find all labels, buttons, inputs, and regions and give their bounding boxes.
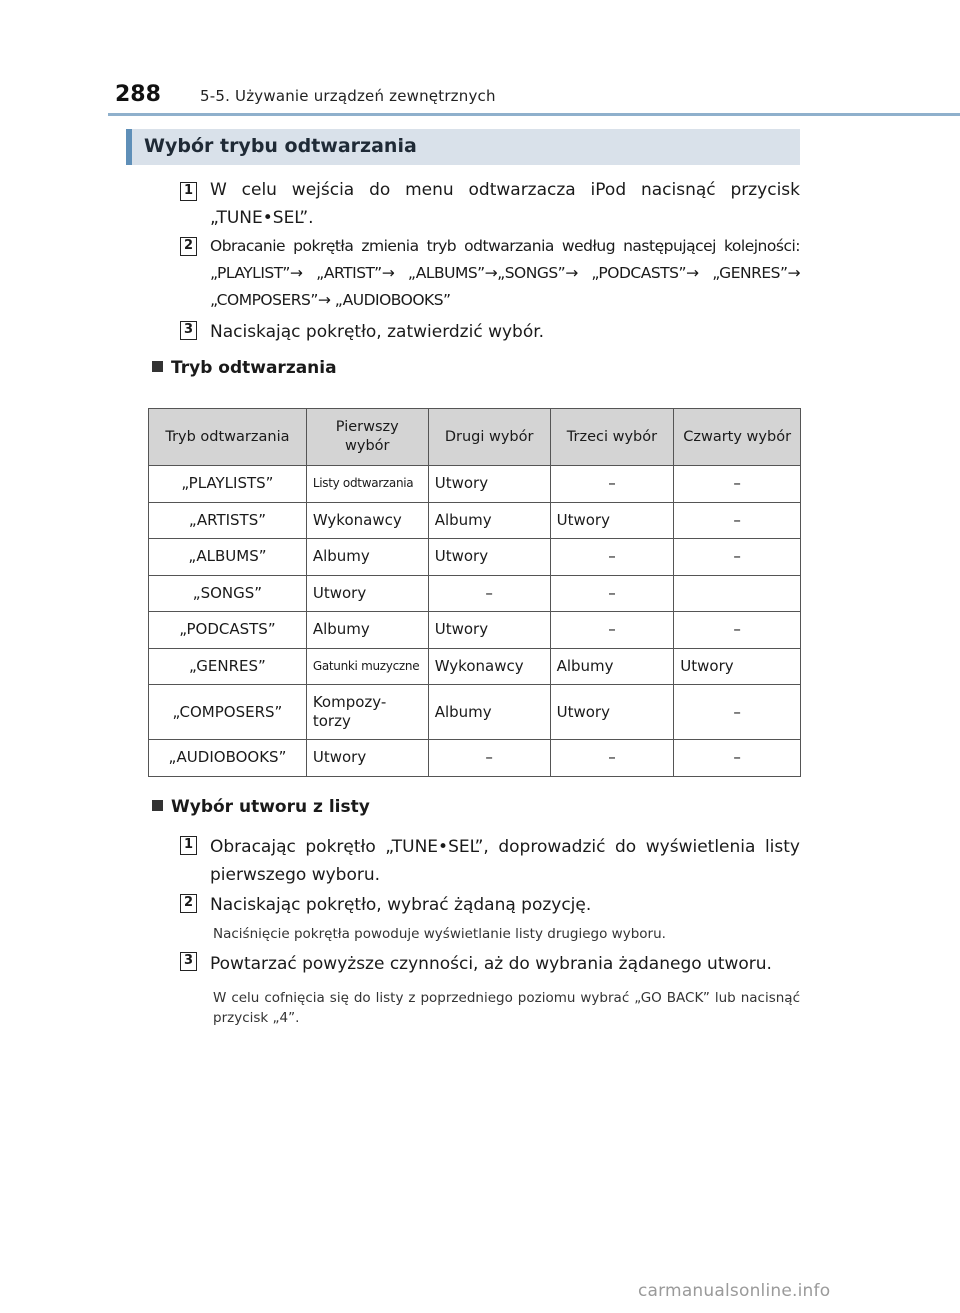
table-cell: – [674,466,801,503]
step-text: W celu wejścia do menu odtwarzacza iPod nacisnąć przycisk „TUNE•SEL”. [210,180,800,228]
table-cell: – [550,740,674,777]
table-cell: „ALBUMS” [149,539,307,576]
table-cell: – [674,685,801,740]
table-cell: Utwory [428,612,550,649]
table-cell: „GENRES” [149,648,307,685]
table-cell: Albumy [428,685,550,740]
table-cell: Albumy [550,648,674,685]
table-cell: Listy odtwarzania [306,466,428,503]
playback-mode-table [148,408,801,777]
subsection-title: Tryb odtwarzania [171,358,337,378]
section-title: Wybór trybu odtwarzania [144,135,417,157]
table-cell: „SONGS” [149,575,307,612]
table-cell: „COMPOSERS” [149,685,307,740]
step-number: 2 [180,894,197,913]
table-cell: – [550,575,674,612]
table-cell: Utwory [428,539,550,576]
table-row [149,466,801,503]
table-cell: – [550,612,674,649]
table-cell: Utwory [306,740,428,777]
table-cell: – [550,539,674,576]
step-number: 1 [180,182,197,201]
table-cell: „PODCASTS” [149,612,307,649]
table-cell: – [674,612,801,649]
page-number: 288 [115,82,161,107]
column-header: Trzeci wybór [550,409,674,466]
section-heading [126,129,800,165]
table-cell: Gatunki muzyczne [306,648,428,685]
table-cell: Utwory [306,575,428,612]
step-text: Naciskając pokrętło, zatwierdzić wybór. [210,322,545,342]
column-header: Pierwszy wybór [306,409,428,466]
chapter-title: 5-5. Używanie urządzeń zewnętrznych [200,87,496,105]
header-divider [108,113,960,116]
table-row [149,612,801,649]
table-row [149,740,801,777]
table-cell: Kompozy-torzy [306,685,428,740]
table-row [149,539,801,576]
table-cell: Albumy [428,502,550,539]
table-cell: Wykonawcy [306,502,428,539]
watermark: carmanualsonline.info [638,1281,831,1301]
subsection-title: Wybór utworu z listy [171,797,370,817]
page-header [0,78,960,116]
table-cell: – [428,575,550,612]
table-row [149,685,801,740]
table-cell: Utwory [550,685,674,740]
table-cell: „AUDIOBOOKS” [149,740,307,777]
column-header: Tryb odtwarzania [149,409,307,466]
section-accent [126,129,132,165]
table-cell: „PLAYLISTS” [149,466,307,503]
subsection-heading [152,797,370,817]
table-cell: – [674,502,801,539]
table-cell: – [674,539,801,576]
table-cell: Utwory [550,502,674,539]
step-number: 3 [180,321,197,340]
table-header-row [149,409,801,466]
table-cell: – [674,740,801,777]
step-note: W celu cofnięcia się do listy z poprzedniego poziomu wybrać „GO BACK” lub nacisnąć przycisk „4”. [213,990,800,1026]
step-number: 3 [180,952,197,971]
subsection-heading [152,358,337,378]
step-text: Obracanie pokrętła zmienia tryb odtwarzania według następującej kolejności: „PLAYLIST”→ „ARTIST”→ „ALBUMS”→„SONGS”→ „PODCASTS”→ „GENRES”→ „COMPOSERS”→ „AUDIOBOOKS” [210,237,800,309]
table-cell: Albumy [306,612,428,649]
square-bullet-icon [152,361,163,372]
step-text: Naciskając pokrętło, wybrać żądaną pozycję. [210,895,592,915]
table-cell: Wykonawcy [428,648,550,685]
table-cell: – [550,466,674,503]
table-cell: „ARTISTS” [149,502,307,539]
table-cell: Utwory [428,466,550,503]
table-row [149,502,801,539]
square-bullet-icon [152,800,163,811]
step-note: Naciśnięcie pokrętła powoduje wyświetlanie listy drugiego wyboru. [213,926,666,942]
column-header: Drugi wybór [428,409,550,466]
table-cell: – [428,740,550,777]
step-number: 1 [180,836,197,855]
column-header: Czwarty wybór [674,409,801,466]
step-text: Powtarzać powyższe czynności, aż do wybrania żądanego utworu. [210,954,772,974]
table-cell: Utwory [674,648,801,685]
table-row [149,575,801,612]
table-cell: Albumy [306,539,428,576]
step-text: Obracając pokrętło „TUNE•SEL”, doprowadzić do wyświetlenia listy pierwszego wyboru. [210,837,800,885]
table-cell [674,575,801,612]
step-number: 2 [180,237,197,256]
table-row [149,648,801,685]
